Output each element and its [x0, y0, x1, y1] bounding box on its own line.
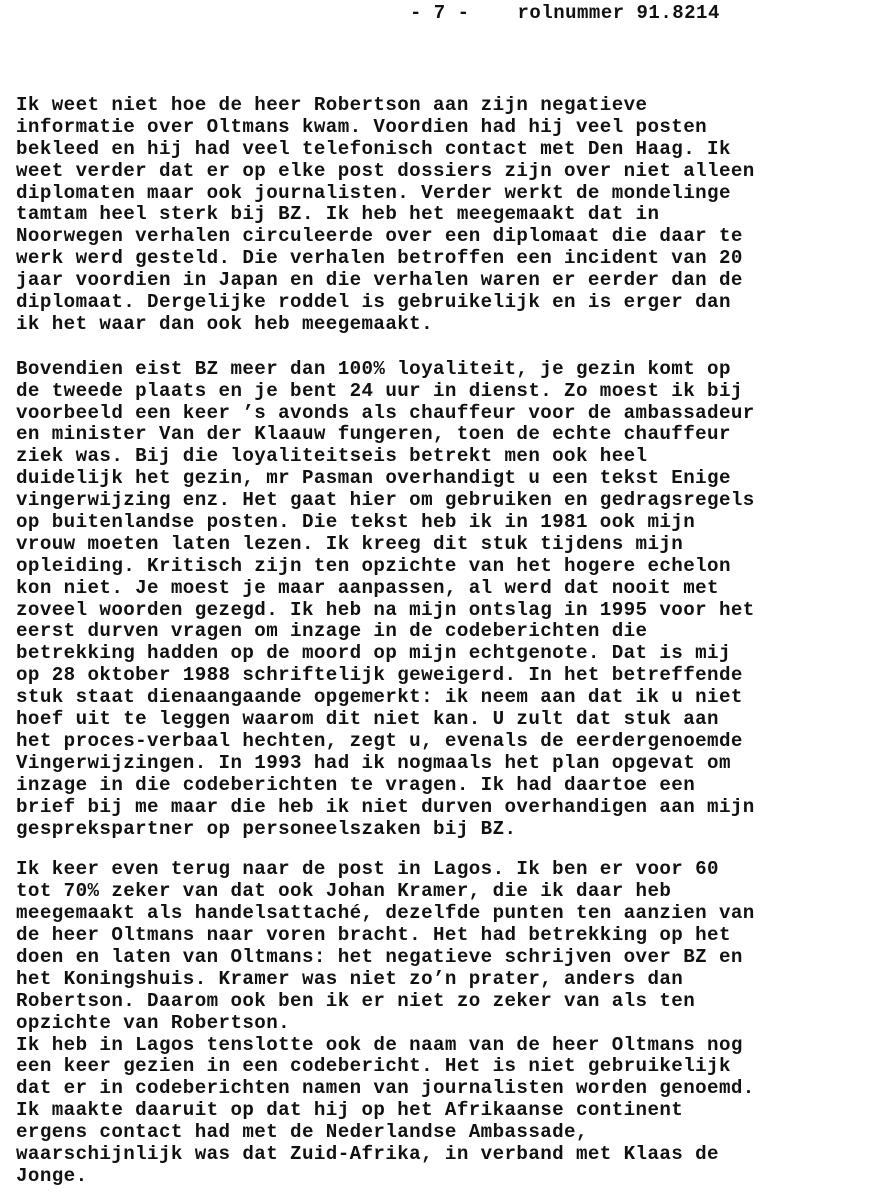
text-line: het Koningshuis. Kramer was niet zo’n prater, anders dan: [16, 967, 684, 990]
page-number: - 7 -: [410, 2, 470, 24]
text-line: bekleed en hij had veel telefonisch contact met Den Haag. Ik: [16, 137, 731, 160]
text-line: Noorwegen verhalen circuleerde over een diplomaat die daar te: [16, 225, 743, 248]
text-line: de tweede plaats en je bent 24 uur in dienst. Zo moest ik bij: [16, 379, 743, 402]
text-line: hoef uit te leggen waarom dit niet kan. U zult dat stuk aan: [16, 708, 719, 731]
text-line: betrekking hadden op de moord op mijn echtgenote. Dat is mij: [16, 642, 731, 665]
text-line: ik het waar dan ook heb meegemaakt.: [16, 312, 434, 335]
text-line: en minister Van der Klaauw fungeren, toen de echte chauffeur: [16, 423, 731, 446]
text-line: een keer gezien in een codebericht. Het is niet gebruikelijk: [16, 1055, 731, 1078]
text-line: doen en laten van Oltmans: het negatieve schrijven over BZ en: [16, 945, 743, 968]
text-line: waarschijnlijk was dat Zuid-Afrika, in verband met Klaas de: [16, 1142, 719, 1165]
text-line: Bovendien eist BZ meer dan 100% loyaliteit, je gezin komt op: [16, 357, 731, 380]
paragraph-1: [16, 95, 872, 336]
text-line: vrouw moeten laten lezen. Ik kreeg dit stuk tijdens mijn: [16, 532, 684, 555]
page-header: [410, 2, 720, 24]
text-line: Vingerwijzingen. In 1993 had ik nogmaals het plan opgevat om: [16, 751, 731, 774]
text-line: stuk staat dienaangaande opgemerkt: ik neem aan dat ik u niet: [16, 686, 743, 709]
text-line: tamtam heel sterk bij BZ. Ik heb het meegemaakt dat in: [16, 203, 660, 226]
text-line: eerst durven vragen om inzage in de codeberichten die: [16, 620, 648, 643]
text-line: Robertson. Daarom ook ben ik er niet zo zeker van als ten: [16, 989, 696, 1012]
text-line: weet verder dat er op elke post dossiers zijn over niet alleen: [16, 159, 755, 182]
text-line: tot 70% zeker van dat ook Johan Kramer, die ik daar heb: [16, 880, 672, 903]
text-line: ziek was. Bij die loyaliteitseis betrekt men ook heel: [16, 445, 648, 468]
paragraph-spacer: [16, 840, 872, 859]
document-body: [16, 95, 872, 1188]
text-line: meegemaakt als handelsattaché, dezelfde punten ten aanzien van: [16, 902, 755, 925]
text-line: dat er in codeberichten namen van journalisten worden genoemd.: [16, 1077, 755, 1100]
paragraph-2: [16, 359, 872, 841]
text-line: ergens contact had met de Nederlandse Ambassade,: [16, 1121, 588, 1144]
text-line: werk werd gesteld. Die verhalen betroffen een incident van 20: [16, 247, 743, 270]
paragraph-3: [16, 859, 872, 1187]
text-line: opleiding. Kritisch zijn ten opzichte van het hogere echelon: [16, 554, 731, 577]
text-line: vingerwijzing enz. Het gaat hier om gebruiken en gedragsregels: [16, 489, 755, 512]
text-line: op buitenlandse posten. Die tekst heb ik in 1981 ook mijn: [16, 511, 696, 534]
text-line: informatie over Oltmans kwam. Voordien had hij veel posten: [16, 115, 708, 138]
text-line: brief bij me maar die heb ik niet durven overhandigen aan mijn: [16, 795, 755, 818]
text-line: op 28 oktober 1988 schriftelijk geweigerd. In het betreffende: [16, 664, 743, 687]
text-line: duidelijk het gezin, mr Pasman overhandigt u een tekst Enige: [16, 467, 731, 490]
text-line: opzichte van Robertson.: [16, 1011, 291, 1034]
text-line: Ik heb in Lagos tenslotte ook de naam van de heer Oltmans nog: [16, 1033, 743, 1056]
text-line: Jonge.: [16, 1164, 88, 1187]
text-line: inzage in die codeberichten te vragen. Ik had daartoe een: [16, 773, 696, 796]
text-line: diplomaten maar ook journalisten. Verder werkt de mondelinge: [16, 181, 731, 204]
text-line: zoveel woorden gezegd. Ik heb na mijn ontslag in 1995 voor het: [16, 598, 755, 621]
text-line: jaar voordien in Japan en die verhalen waren er eerder dan de: [16, 269, 743, 292]
text-line: voorbeeld een keer ’s avonds als chauffeur voor de ambassadeur: [16, 401, 755, 424]
text-line: Ik maakte daaruit op dat hij op het Afrikaanse continent: [16, 1099, 684, 1122]
text-line: kon niet. Je moest je maar aanpassen, al werd dat nooit met: [16, 576, 719, 599]
text-line: Ik weet niet hoe de heer Robertson aan zijn negatieve: [16, 94, 648, 116]
paragraph-spacer: [16, 336, 872, 359]
text-line: diplomaat. Dergelijke roddel is gebruikelijk en is erger dan: [16, 291, 731, 314]
text-line: het proces-verbaal hechten, zegt u, evenals de eerdergenoemde: [16, 729, 743, 752]
text-line: Ik keer even terug naar de post in Lagos. Ik ben er voor 60: [16, 858, 719, 881]
text-line: gesprekspartner op personeelszaken bij BZ.: [16, 817, 517, 840]
reference-number: rolnummer 91.8214: [517, 2, 720, 24]
text-line: de heer Oltmans naar voren bracht. Het had betrekking op het: [16, 924, 731, 947]
